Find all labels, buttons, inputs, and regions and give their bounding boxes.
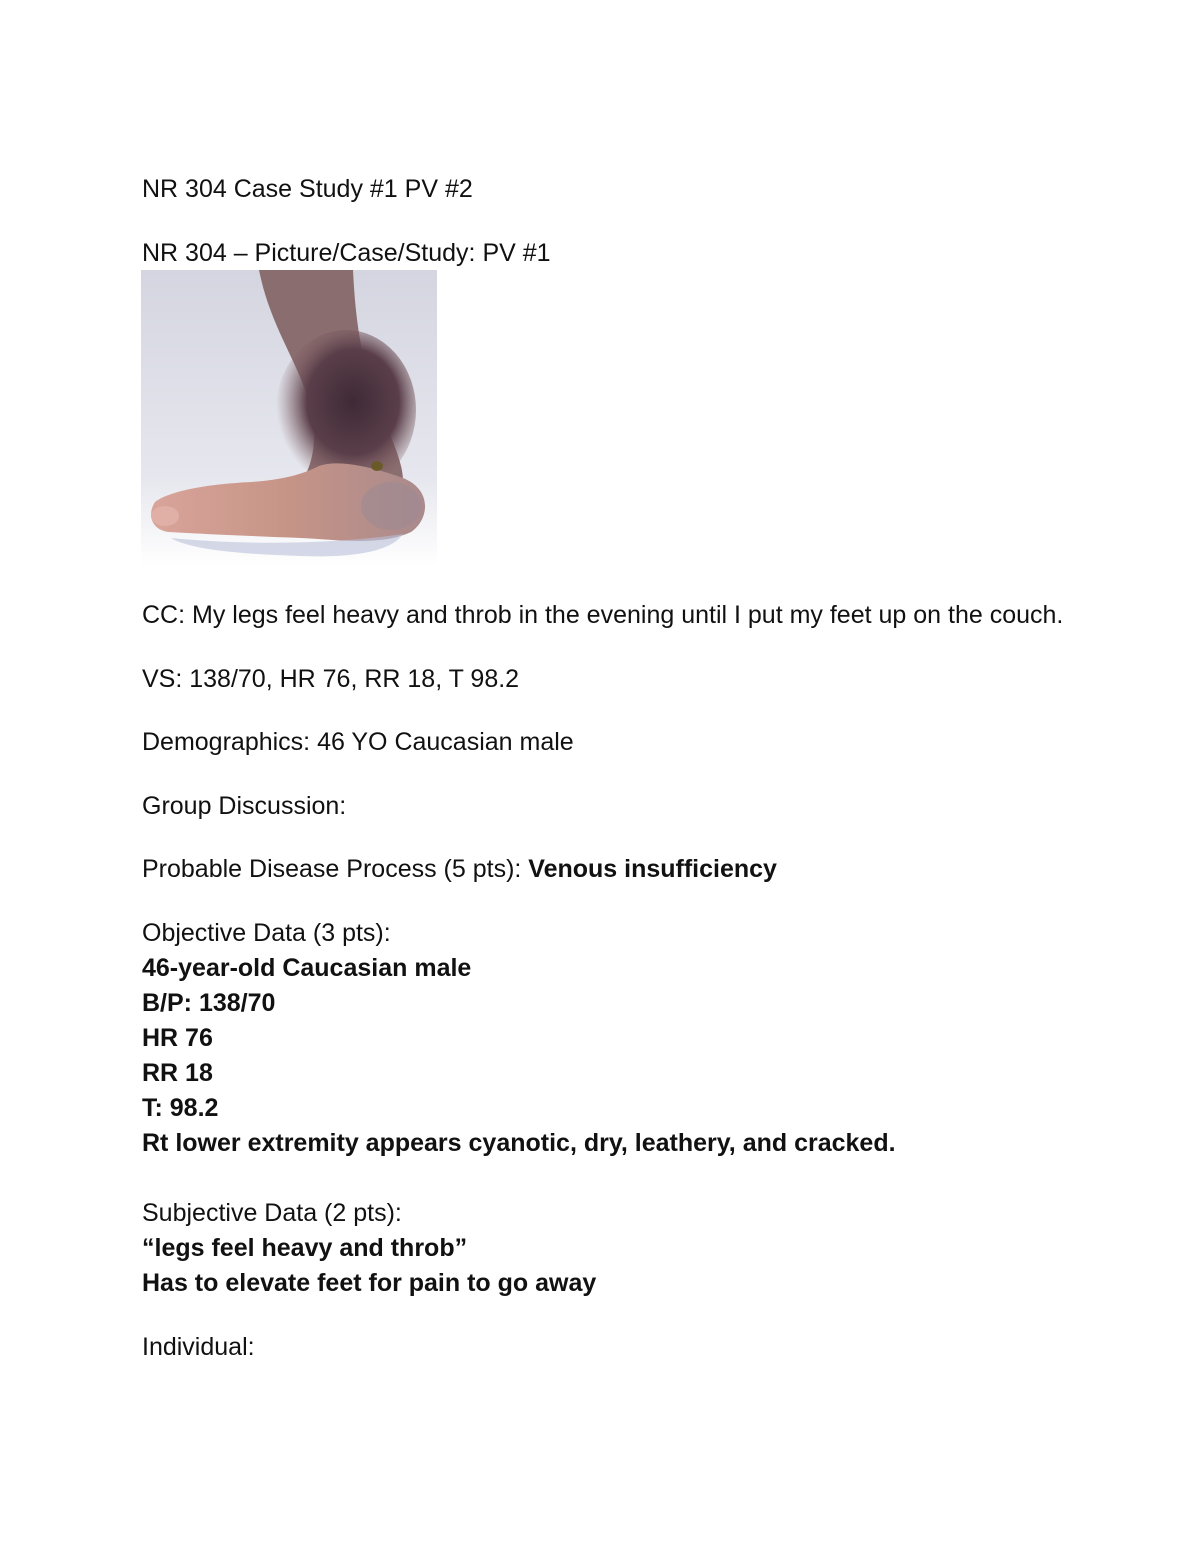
- objective-item: HR 76: [142, 1024, 213, 1052]
- chief-complaint: CC: My legs feel heavy and throb in the evening until I put my feet up on the couch.: [142, 601, 1064, 629]
- disease-process: [142, 852, 777, 887]
- individual-heading: Individual:: [142, 1333, 255, 1361]
- objective-item: T: 98.2: [142, 1094, 219, 1122]
- demographics: Demographics: 46 YO Caucasian male: [142, 728, 574, 756]
- group-discussion-heading: Group Discussion:: [142, 792, 347, 820]
- objective-data-heading: Objective Data (3 pts):: [142, 919, 391, 947]
- objective-item: RR 18: [142, 1059, 213, 1087]
- document-title: NR 304 Case Study #1 PV #2: [142, 175, 473, 203]
- objective-item: B/P: 138/70: [142, 989, 276, 1017]
- objective-item: 46-year-old Caucasian male: [142, 954, 472, 982]
- objective-item: Rt lower extremity appears cyanotic, dry, leathery, and cracked.: [142, 1129, 896, 1157]
- subjective-item: “legs feel heavy and throb”: [142, 1234, 468, 1262]
- disease-process-label: Probable Disease Process (5 pts):: [142, 855, 529, 883]
- disease-process-value: Venous insufficiency: [528, 855, 777, 883]
- subjective-item: Has to elevate feet for pain to go away: [142, 1269, 597, 1297]
- leg-photo: [141, 270, 437, 566]
- document-subtitle: NR 304 – Picture/Case/Study: PV #1: [142, 239, 551, 267]
- vital-signs: VS: 138/70, HR 76, RR 18, T 98.2: [142, 665, 520, 693]
- subjective-data-heading: Subjective Data (2 pts):: [142, 1199, 402, 1227]
